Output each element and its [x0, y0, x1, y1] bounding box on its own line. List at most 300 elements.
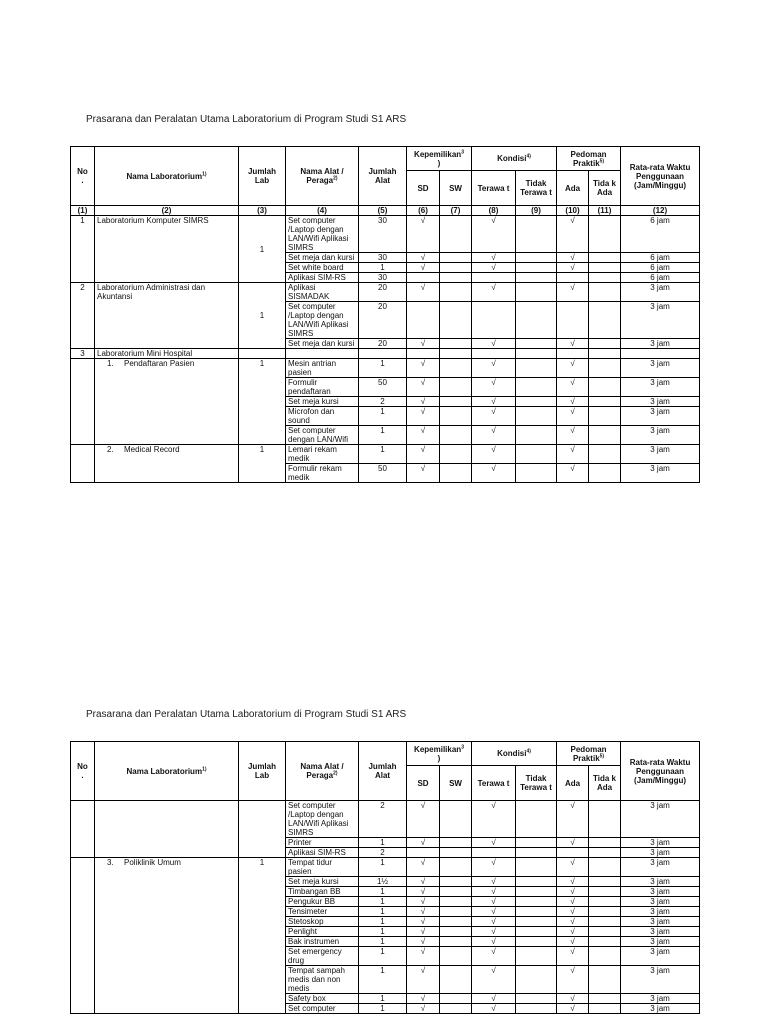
row-tidak-terawat — [516, 937, 557, 947]
column-number: (1) — [71, 206, 95, 216]
row-sw — [440, 216, 472, 253]
row-no: 3 — [71, 349, 95, 359]
row-jumlah-alat: 1 — [359, 263, 407, 273]
row-sw — [440, 917, 472, 927]
row-nama-alat: Aplikasi SIM-RS — [286, 273, 359, 283]
row-jumlah-alat: 1 — [359, 937, 407, 947]
row-rata-rata-waktu: 3 jam — [621, 445, 700, 464]
row-nama-alat: Tensimeter — [286, 907, 359, 917]
row-rata-rata-waktu: 3 jam — [621, 927, 700, 937]
row-sd: √ — [407, 887, 440, 897]
row-tidak-ada — [589, 897, 621, 907]
column-number: (2) — [95, 206, 239, 216]
row-terawat: √ — [472, 994, 516, 1004]
row-jumlah-alat: 1 — [359, 994, 407, 1004]
row-ada: √ — [557, 917, 589, 927]
row-ada: √ — [557, 966, 589, 994]
row-jumlah-lab: 1 — [239, 445, 286, 483]
header-kondisi: Kondisi$^{4)}$ — [472, 742, 557, 766]
row-nama-laboratorium: 3. Poliklinik Umum — [95, 858, 239, 1014]
row-terawat: √ — [472, 1004, 516, 1014]
row-tidak-terawat — [516, 339, 557, 349]
header-rata-rata-waktu: Rata-rata Waktu Penggunaan (Jam/Minggu) — [621, 742, 700, 801]
row-tidak-terawat — [516, 407, 557, 426]
table-cell — [440, 349, 472, 359]
column-number: (7) — [440, 206, 472, 216]
row-jumlah-alat: 1 — [359, 838, 407, 848]
row-rata-rata-waktu: 3 jam — [621, 887, 700, 897]
header-sd: SD — [407, 766, 440, 801]
row-nama-alat: Set meja dan kursi — [286, 253, 359, 263]
row-ada: √ — [557, 1004, 589, 1014]
header-jumlah-alat: Jumlah Alat — [359, 147, 407, 206]
row-sw — [440, 253, 472, 263]
row-jumlah-alat: 1 — [359, 917, 407, 927]
row-ada — [557, 848, 589, 858]
row-terawat: √ — [472, 858, 516, 877]
row-tidak-ada — [589, 927, 621, 937]
row-sw — [440, 966, 472, 994]
row-tidak-terawat — [516, 966, 557, 994]
row-tidak-terawat — [516, 801, 557, 838]
row-no — [71, 858, 95, 1014]
row-terawat: √ — [472, 801, 516, 838]
row-sw — [440, 302, 472, 339]
row-no: 1 — [71, 216, 95, 283]
row-rata-rata-waktu: 3 jam — [621, 464, 700, 483]
row-sd: √ — [407, 838, 440, 848]
row-jumlah-alat: 2 — [359, 848, 407, 858]
row-sw — [440, 263, 472, 273]
row-tidak-ada — [589, 283, 621, 302]
row-no — [71, 445, 95, 483]
row-sw — [440, 407, 472, 426]
row-nama-alat: Set computer /Laptop dengan LAN/Wifi Aplikasi SIMRS — [286, 216, 359, 253]
row-sd: √ — [407, 947, 440, 966]
row-jumlah-alat: 2 — [359, 397, 407, 407]
row-jumlah-lab: 1 — [239, 858, 286, 1014]
column-number: (8) — [472, 206, 516, 216]
column-number: (10) — [557, 206, 589, 216]
row-rata-rata-waktu: 3 jam — [621, 917, 700, 927]
row-tidak-terawat — [516, 263, 557, 273]
row-nama-laboratorium: 2. Medical Record — [95, 445, 239, 483]
row-jumlah-alat: 30 — [359, 273, 407, 283]
table-cell — [516, 349, 557, 359]
table-row — [71, 858, 700, 877]
header-nama-laboratorium: Nama Laboratorium$^{1)}$ — [95, 147, 239, 206]
row-tidak-ada — [589, 877, 621, 887]
row-terawat: √ — [472, 253, 516, 263]
row-sd: √ — [407, 445, 440, 464]
row-rata-rata-waktu: 3 jam — [621, 858, 700, 877]
row-nama-alat: Set meja kursi — [286, 877, 359, 887]
row-jumlah-alat: 20 — [359, 283, 407, 302]
header-terawat: Terawa t — [472, 171, 516, 206]
row-jumlah-alat: 1 — [359, 407, 407, 426]
header-kondisi: Kondisi$^{4)}$ — [472, 147, 557, 171]
row-rata-rata-waktu: 3 jam — [621, 283, 700, 302]
row-nama-alat: Set computer dengan LAN/Wifi — [286, 426, 359, 445]
row-tidak-ada — [589, 858, 621, 877]
row-sd: √ — [407, 994, 440, 1004]
table-row — [71, 349, 700, 359]
header-pedoman-praktik: Pedoman Praktik$^{5)}$ — [557, 742, 621, 766]
column-number-row — [71, 206, 700, 216]
row-sw — [440, 273, 472, 283]
row-tidak-ada — [589, 966, 621, 994]
row-tidak-terawat — [516, 253, 557, 263]
row-ada: √ — [557, 216, 589, 253]
row-tidak-terawat — [516, 897, 557, 907]
row-terawat: √ — [472, 445, 516, 464]
row-sd: √ — [407, 407, 440, 426]
row-sd: √ — [407, 877, 440, 887]
row-jumlah-alat: 50 — [359, 378, 407, 397]
header-jumlah-lab: Jumlah Lab — [239, 742, 286, 801]
row-jumlah-alat: 2 — [359, 801, 407, 838]
row-terawat: √ — [472, 216, 516, 253]
table-header-row — [71, 147, 700, 171]
row-tidak-ada — [589, 947, 621, 966]
row-terawat: √ — [472, 407, 516, 426]
row-sw — [440, 937, 472, 947]
row-sd: √ — [407, 897, 440, 907]
row-ada: √ — [557, 897, 589, 907]
row-rata-rata-waktu: 3 jam — [621, 877, 700, 887]
row-nama-alat: Stetoskop — [286, 917, 359, 927]
row-jumlah-alat: 1 — [359, 887, 407, 897]
row-sd: √ — [407, 927, 440, 937]
row-ada: √ — [557, 858, 589, 877]
header-sw: SW — [440, 766, 472, 801]
row-ada — [557, 273, 589, 283]
header-no: No . — [71, 742, 95, 801]
row-tidak-ada — [589, 937, 621, 947]
row-tidak-terawat — [516, 273, 557, 283]
header-rata-rata-waktu: Rata-rata Waktu Penggunaan (Jam/Minggu) — [621, 147, 700, 206]
row-jumlah-alat: 1 — [359, 947, 407, 966]
row-sw — [440, 283, 472, 302]
row-tidak-terawat — [516, 216, 557, 253]
row-jumlah-lab: 1 — [239, 283, 286, 349]
row-terawat — [472, 273, 516, 283]
row-rata-rata-waktu: 3 jam — [621, 801, 700, 838]
row-sw — [440, 339, 472, 349]
row-sw — [440, 907, 472, 917]
row-tidak-ada — [589, 378, 621, 397]
header-jumlah-lab: Jumlah Lab — [239, 147, 286, 206]
row-terawat: √ — [472, 927, 516, 937]
table-cell — [557, 349, 589, 359]
row-nama-alat: Bak instrumen — [286, 937, 359, 947]
table-row — [71, 801, 700, 838]
table-row — [71, 445, 700, 464]
row-nama-alat: Set meja kursi — [286, 397, 359, 407]
row-sw — [440, 801, 472, 838]
row-terawat: √ — [472, 947, 516, 966]
row-jumlah-alat: 30 — [359, 216, 407, 253]
row-nama-alat: Safety box — [286, 994, 359, 1004]
row-ada: √ — [557, 464, 589, 483]
row-jumlah-lab — [239, 801, 286, 858]
row-sw — [440, 397, 472, 407]
row-sw — [440, 426, 472, 445]
row-tidak-ada — [589, 917, 621, 927]
row-sw — [440, 887, 472, 897]
row-sw — [440, 994, 472, 1004]
header-tidak-ada: Tida k Ada — [589, 171, 621, 206]
row-jumlah-alat: 20 — [359, 302, 407, 339]
row-rata-rata-waktu: 3 jam — [621, 359, 700, 378]
row-nama-alat: Formulir rekam medik — [286, 464, 359, 483]
row-sw — [440, 445, 472, 464]
row-jumlah-alat: 20 — [359, 339, 407, 349]
row-sd — [407, 848, 440, 858]
row-no — [71, 359, 95, 445]
row-tidak-ada — [589, 253, 621, 263]
row-terawat: √ — [472, 426, 516, 445]
header-sd: SD — [407, 171, 440, 206]
row-sd: √ — [407, 917, 440, 927]
row-nama-alat: Printer — [286, 838, 359, 848]
row-tidak-ada — [589, 464, 621, 483]
row-terawat: √ — [472, 907, 516, 917]
row-tidak-ada — [589, 273, 621, 283]
row-tidak-terawat — [516, 927, 557, 937]
row-ada: √ — [557, 397, 589, 407]
row-sw — [440, 877, 472, 887]
row-jumlah-alat: 1 — [359, 897, 407, 907]
row-nama-alat: Set meja dan kursi — [286, 339, 359, 349]
row-ada: √ — [557, 263, 589, 273]
header-nama-alat: Nama Alat / Peraga$^{2)}$ — [286, 147, 359, 206]
row-nama-laboratorium: Laboratorium Administrasi dan Akuntansi — [95, 283, 239, 349]
row-sw — [440, 947, 472, 966]
row-nama-alat: Penlight — [286, 927, 359, 937]
row-terawat: √ — [472, 887, 516, 897]
table-cell — [359, 349, 407, 359]
row-terawat: √ — [472, 937, 516, 947]
row-ada: √ — [557, 407, 589, 426]
row-rata-rata-waktu: 3 jam — [621, 966, 700, 994]
page-1-caption: Prasarana dan Peralatan Utama Laboratorium di Program Studi S1 ARS — [86, 114, 407, 125]
header-nama-laboratorium: Nama Laboratorium$^{1)}$ — [95, 742, 239, 801]
row-nama-alat: Tempat tidur pasien — [286, 858, 359, 877]
row-tidak-ada — [589, 887, 621, 897]
header-kepemilikan: Kepemilikan$^3$ ) — [407, 742, 472, 766]
row-nama-laboratorium: Laboratorium Mini Hospital — [95, 349, 239, 359]
header-terawat: Terawa t — [472, 766, 516, 801]
row-jumlah-alat: 1 — [359, 445, 407, 464]
row-tidak-ada — [589, 838, 621, 848]
row-sd: √ — [407, 253, 440, 263]
row-nama-alat: Lemari rekam medik — [286, 445, 359, 464]
row-tidak-terawat — [516, 907, 557, 917]
row-sw — [440, 359, 472, 378]
row-jumlah-alat: 1 — [359, 1004, 407, 1014]
row-rata-rata-waktu: 3 jam — [621, 947, 700, 966]
row-sd: √ — [407, 426, 440, 445]
row-nama-laboratorium — [95, 801, 239, 858]
row-tidak-terawat — [516, 426, 557, 445]
row-jumlah-alat: 1 — [359, 858, 407, 877]
row-tidak-ada — [589, 801, 621, 838]
header-tidak-terawat: Tidak Terawa t — [516, 171, 557, 206]
row-sd: √ — [407, 858, 440, 877]
row-ada — [557, 302, 589, 339]
header-kepemilikan: Kepemilikan$^3$ ) — [407, 147, 472, 171]
equipment-table-page-1 — [70, 146, 700, 483]
column-number: (4) — [286, 206, 359, 216]
row-tidak-terawat — [516, 445, 557, 464]
row-nama-laboratorium: Laboratorium Komputer SIMRS — [95, 216, 239, 283]
row-sd: √ — [407, 378, 440, 397]
row-rata-rata-waktu: 3 jam — [621, 397, 700, 407]
row-nama-alat: Set emergency drug — [286, 947, 359, 966]
header-tidak-ada: Tida k Ada — [589, 766, 621, 801]
row-sd: √ — [407, 801, 440, 838]
row-tidak-ada — [589, 407, 621, 426]
row-ada: √ — [557, 253, 589, 263]
row-terawat: √ — [472, 897, 516, 907]
row-tidak-terawat — [516, 359, 557, 378]
row-terawat: √ — [472, 397, 516, 407]
row-nama-alat: Set computer /Laptop dengan LAN/Wifi Aplikasi SIMRS — [286, 801, 359, 838]
row-rata-rata-waktu: 3 jam — [621, 838, 700, 848]
row-terawat: √ — [472, 464, 516, 483]
row-ada: √ — [557, 877, 589, 887]
row-tidak-ada — [589, 339, 621, 349]
row-ada: √ — [557, 937, 589, 947]
row-ada: √ — [557, 927, 589, 937]
row-jumlah-alat: 1 — [359, 426, 407, 445]
row-nama-alat: Timbangan BB — [286, 887, 359, 897]
row-terawat: √ — [472, 877, 516, 887]
row-ada: √ — [557, 947, 589, 966]
column-number: (11) — [589, 206, 621, 216]
row-rata-rata-waktu: 3 jam — [621, 378, 700, 397]
row-tidak-terawat — [516, 464, 557, 483]
row-nama-alat: Microfon dan sound — [286, 407, 359, 426]
table-row — [71, 283, 700, 302]
row-jumlah-alat: 50 — [359, 464, 407, 483]
row-rata-rata-waktu: 3 jam — [621, 937, 700, 947]
column-number: (9) — [516, 206, 557, 216]
row-ada: √ — [557, 378, 589, 397]
row-no — [71, 801, 95, 858]
row-sw — [440, 838, 472, 848]
header-tidak-terawat: Tidak Terawa t — [516, 766, 557, 801]
row-tidak-ada — [589, 216, 621, 253]
row-nama-alat: Set computer /Laptop dengan LAN/Wifi Aplikasi SIMRS — [286, 302, 359, 339]
row-jumlah-lab: 1 — [239, 359, 286, 445]
row-jumlah-alat: 1 — [359, 359, 407, 378]
column-number: (12) — [621, 206, 700, 216]
header-sw: SW — [440, 171, 472, 206]
row-rata-rata-waktu: 6 jam — [621, 273, 700, 283]
row-sw — [440, 897, 472, 907]
row-tidak-ada — [589, 994, 621, 1004]
row-tidak-terawat — [516, 994, 557, 1004]
row-nama-laboratorium: 1. Pendaftaran Pasien — [95, 359, 239, 445]
table-cell — [239, 349, 286, 359]
table-cell — [286, 349, 359, 359]
table-cell — [621, 349, 700, 359]
row-sd: √ — [407, 464, 440, 483]
row-terawat: √ — [472, 966, 516, 994]
row-terawat: √ — [472, 378, 516, 397]
row-sd: √ — [407, 937, 440, 947]
row-tidak-terawat — [516, 378, 557, 397]
row-ada: √ — [557, 907, 589, 917]
row-tidak-ada — [589, 848, 621, 858]
row-sd: √ — [407, 263, 440, 273]
row-tidak-ada — [589, 1004, 621, 1014]
row-sw — [440, 1004, 472, 1014]
row-sd — [407, 302, 440, 339]
row-terawat: √ — [472, 359, 516, 378]
row-tidak-ada — [589, 359, 621, 378]
header-pedoman-praktik: Pedoman Praktik$^{5)}$ — [557, 147, 621, 171]
table-cell — [472, 349, 516, 359]
row-sd: √ — [407, 907, 440, 917]
row-tidak-terawat — [516, 848, 557, 858]
row-jumlah-alat: 1½ — [359, 877, 407, 887]
row-rata-rata-waktu: 3 jam — [621, 848, 700, 858]
page-2-caption: Prasarana dan Peralatan Utama Laboratorium di Program Studi S1 ARS — [86, 709, 407, 720]
row-tidak-terawat — [516, 302, 557, 339]
row-sd — [407, 273, 440, 283]
row-sw — [440, 848, 472, 858]
row-nama-alat: Set computer — [286, 1004, 359, 1014]
row-sd: √ — [407, 966, 440, 994]
row-ada: √ — [557, 887, 589, 897]
row-tidak-ada — [589, 263, 621, 273]
row-nama-alat: Pengukur BB — [286, 897, 359, 907]
row-tidak-terawat — [516, 887, 557, 897]
row-rata-rata-waktu: 6 jam — [621, 216, 700, 253]
row-sd: √ — [407, 359, 440, 378]
row-tidak-terawat — [516, 858, 557, 877]
header-nama-alat: Nama Alat / Peraga$^{2)}$ — [286, 742, 359, 801]
row-terawat: √ — [472, 917, 516, 927]
row-tidak-ada — [589, 302, 621, 339]
equipment-table-page-2 — [70, 741, 700, 1014]
row-rata-rata-waktu: 6 jam — [621, 263, 700, 273]
row-nama-alat: Formulir pendaftaran — [286, 378, 359, 397]
row-sw — [440, 927, 472, 937]
row-jumlah-lab: 1 — [239, 216, 286, 283]
row-ada: √ — [557, 426, 589, 445]
row-nama-alat: Aplikasi SISMADAK — [286, 283, 359, 302]
row-sd: √ — [407, 1004, 440, 1014]
row-rata-rata-waktu: 3 jam — [621, 1004, 700, 1014]
row-terawat — [472, 302, 516, 339]
row-rata-rata-waktu: 3 jam — [621, 907, 700, 917]
row-ada: √ — [557, 838, 589, 848]
row-ada: √ — [557, 445, 589, 464]
row-ada: √ — [557, 994, 589, 1004]
row-tidak-terawat — [516, 947, 557, 966]
column-number: (6) — [407, 206, 440, 216]
row-rata-rata-waktu: 6 jam — [621, 253, 700, 263]
table-row — [71, 359, 700, 378]
row-jumlah-alat: 30 — [359, 253, 407, 263]
row-ada: √ — [557, 359, 589, 378]
row-ada: √ — [557, 801, 589, 838]
row-sd: √ — [407, 397, 440, 407]
